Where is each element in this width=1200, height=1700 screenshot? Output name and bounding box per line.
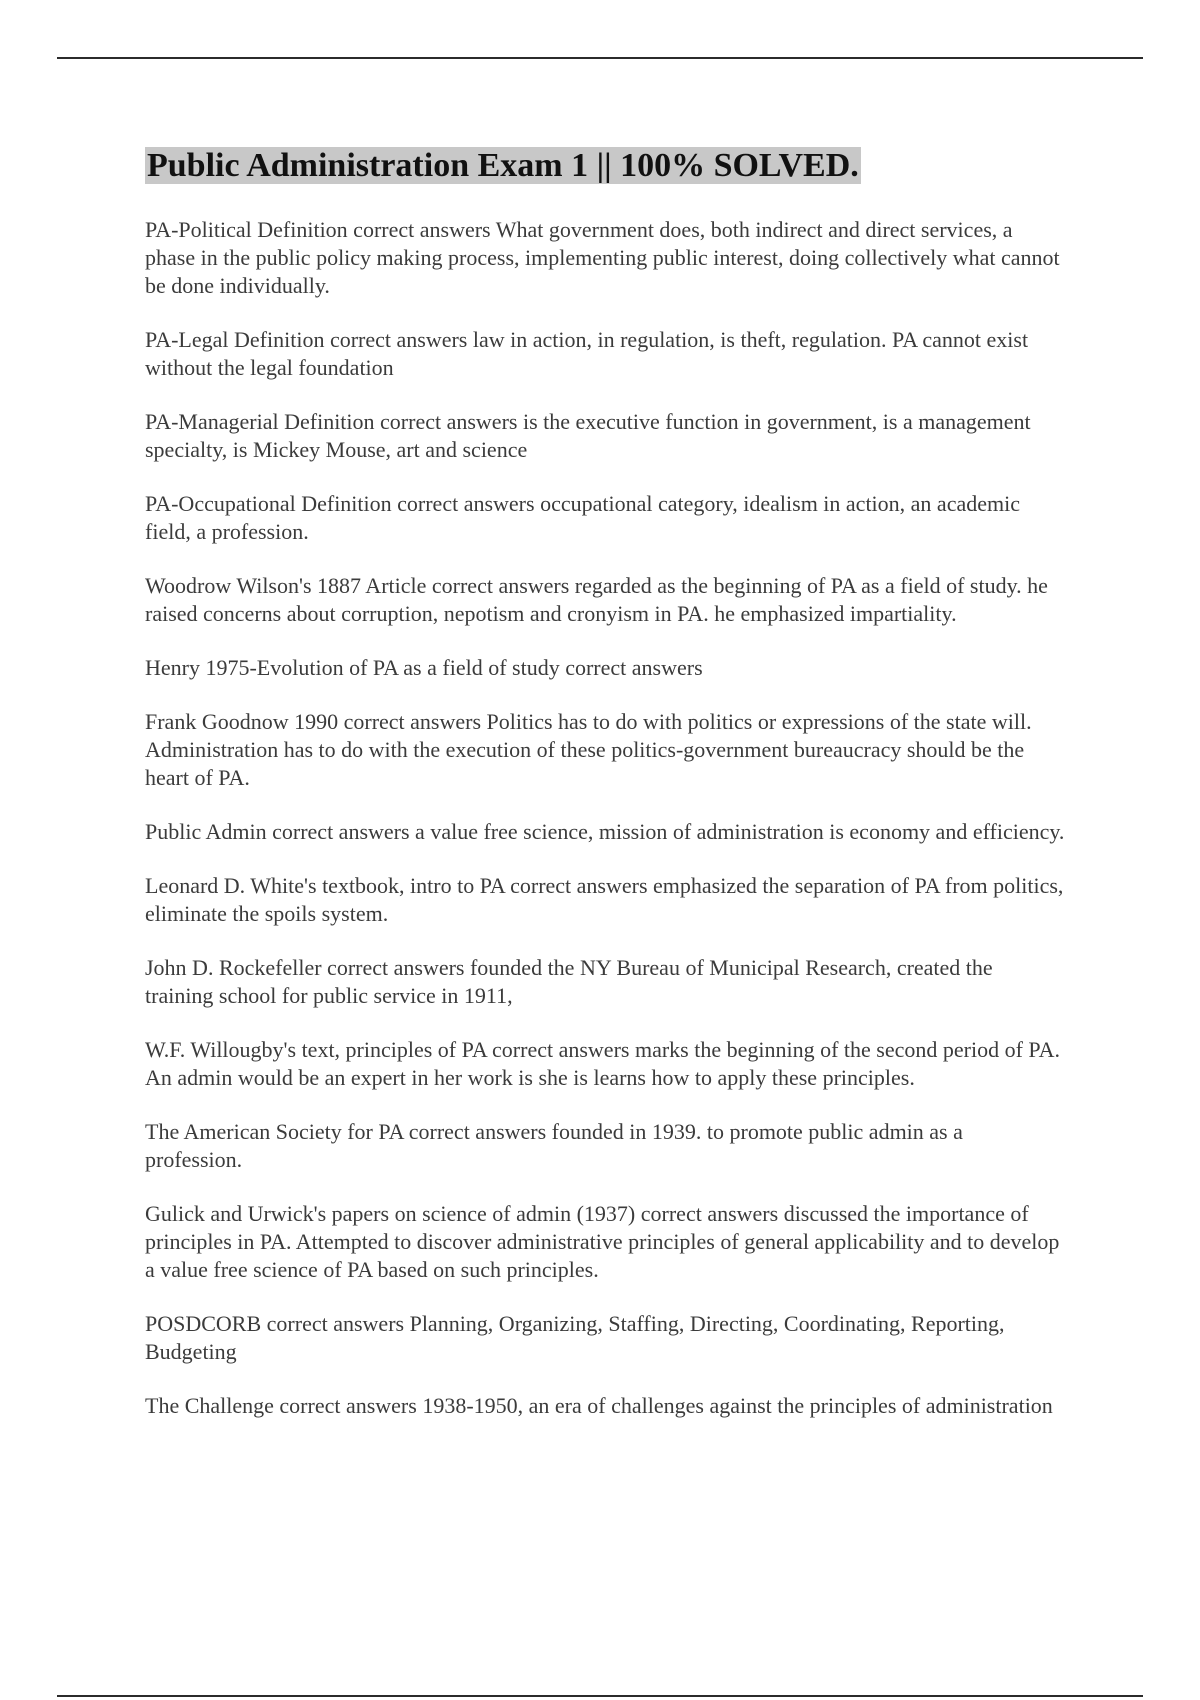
entry-aspa: The American Society for PA correct answers founded in 1939. to promote public admin as a profession. — [145, 1119, 963, 1172]
footer-rule — [57, 1695, 1143, 1697]
entry-wilson-1887: Woodrow Wilson's 1887 Article correct answers regarded as the beginning of PA as a field of study. he raised concerns about corruption, nepotism and cronyism in PA. he emphasized impartiality. — [145, 573, 1048, 626]
entry-the-challenge: The Challenge correct answers 1938-1950, an era of challenges against the principles of administration — [145, 1393, 1053, 1418]
entry-gulick-urwick: Gulick and Urwick's papers on science of admin (1937) correct answers discussed the importance of principles in PA. Attempted to discover administrative principles of general applicability and to develop a value free science of PA based on such principles. — [145, 1201, 1060, 1282]
header-rule — [57, 57, 1143, 59]
entry-pa-managerial: PA-Managerial Definition correct answers is the executive function in government, is a management specialty, is Mickey Mouse, art and science — [145, 409, 1031, 462]
entry-goodnow: Frank Goodnow 1990 correct answers Politics has to do with politics or expressions of the state will. Administration has to do with the execution of these politics-government bureaucracy should be the heart of PA. — [145, 709, 1032, 790]
entry-henry-1975: Henry 1975-Evolution of PA as a field of study correct answers — [145, 655, 703, 680]
entry-pa-occupational: PA-Occupational Definition correct answers occupational category, idealism in action, an academic field, a profession. — [145, 491, 1020, 544]
entry-posdcorb: POSDCORB correct answers Planning, Organizing, Staffing, Directing, Coordinating, Reporting, Budgeting — [145, 1311, 1005, 1364]
document-title-text: Public Administration Exam 1 || 100% SOLVED. — [147, 147, 859, 184]
entry-public-admin: Public Admin correct answers a value free science, mission of administration is economy and efficiency. — [145, 819, 1065, 844]
entry-rockefeller: John D. Rockefeller correct answers founded the NY Bureau of Municipal Research, created the training school for public service in 1911, — [145, 955, 993, 1008]
entry-willougby: W.F. Willougby's text, principles of PA correct answers marks the beginning of the second period of PA. An admin would be an expert in her work is she is learns how to apply these principles. — [145, 1037, 1061, 1090]
entry-pa-political: PA-Political Definition correct answers What government does, both indirect and direct services, a phase in the public policy making process, implementing public interest, doing collectively what cannot be done individually. — [145, 217, 1060, 298]
entry-white-textbook: Leonard D. White's textbook, intro to PA correct answers emphasized the separation of PA from politics, eliminate the spoils system. — [145, 873, 1064, 926]
document-body — [145, 144, 1065, 1446]
document-title — [145, 144, 1065, 188]
entry-pa-legal: PA-Legal Definition correct answers law in action, in regulation, is theft, regulation. PA cannot exist without the legal foundation — [145, 327, 1029, 380]
